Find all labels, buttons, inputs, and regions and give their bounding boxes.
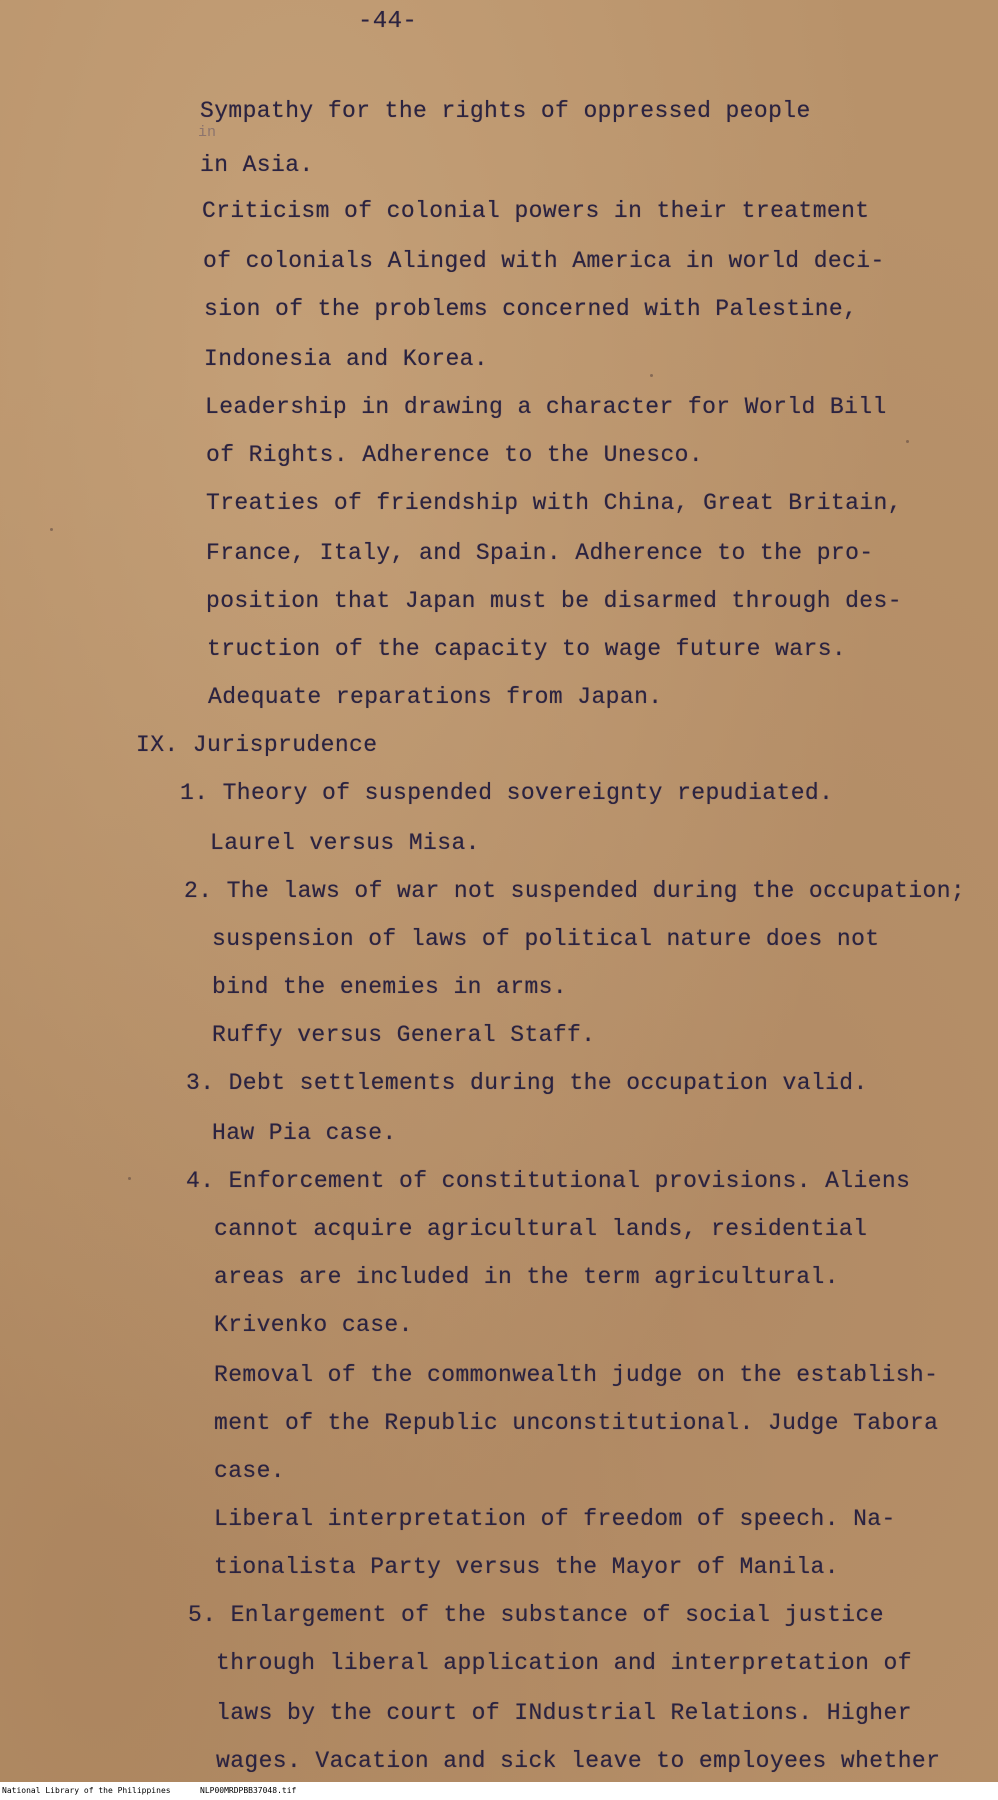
text-line: Laurel versus Misa. [210, 830, 480, 856]
text-line: position that Japan must be disarmed through des- [206, 588, 902, 614]
section-heading: IX. Jurisprudence [136, 732, 378, 758]
text-line: Liberal interpretation of freedom of speech. Na- [214, 1506, 896, 1532]
list-item: 3. Debt settlements during the occupation valid. [186, 1070, 868, 1096]
text-line: sion of the problems concerned with Palestine, [204, 296, 858, 322]
text-line: Removal of the commonwealth judge on the establish- [214, 1362, 939, 1388]
text-line: tionalista Party versus the Mayor of Manila. [214, 1554, 839, 1580]
text-line: of Rights. Adherence to the Unesco. [206, 442, 704, 468]
footer-file-id: NLP00MRDPBB37048.tif [200, 1786, 297, 1795]
text-line: case. [214, 1458, 286, 1484]
page-number: -44- [358, 8, 418, 35]
footer-library: National Library of the Philippines [2, 1786, 171, 1795]
text-line: Ruffy versus General Staff. [212, 1022, 596, 1048]
text-line: truction of the capacity to wage future wars. [207, 636, 847, 662]
text-line: through liberal application and interpretation of [216, 1650, 912, 1676]
text-line: in Asia. [200, 152, 314, 178]
text-line: Haw Pia case. [212, 1120, 397, 1146]
interlinear-mark: in [198, 124, 217, 141]
list-item: 1. Theory of suspended sovereignty repudiated. [180, 780, 834, 806]
text-line: wages. Vacation and sick leave to employees whether [216, 1748, 941, 1774]
list-item: 5. Enlargement of the substance of social justice [188, 1602, 884, 1628]
paper-speck [128, 1177, 131, 1180]
text-line: Indonesia and Korea. [204, 346, 489, 372]
list-item: 2. The laws of war not suspended during the occupation; [184, 878, 966, 904]
text-line: Leadership in drawing a character for World Bill [205, 394, 887, 420]
text-line: Adequate reparations from Japan. [208, 684, 663, 710]
paper-speck [50, 528, 53, 531]
text-line: laws by the court of INdustrial Relations. Higher [216, 1700, 912, 1726]
text-line: Criticism of colonial powers in their treatment [202, 198, 870, 224]
paper-speck [906, 440, 909, 443]
text-line: Treaties of friendship with China, Great Britain, [206, 490, 902, 516]
text-line: Sympathy for the rights of oppressed people [200, 98, 811, 124]
text-line: bind the enemies in arms. [212, 974, 568, 1000]
list-item: 4. Enforcement of constitutional provisions. Aliens [186, 1168, 911, 1194]
text-line: of colonials Alinged with America in world deci- [203, 248, 885, 274]
scan-footer [0, 1782, 998, 1800]
text-line: France, Italy, and Spain. Adherence to the pro- [206, 540, 874, 566]
text-line: cannot acquire agricultural lands, residential [214, 1216, 868, 1242]
text-line: ment of the Republic unconstitutional. Judge Tabora [214, 1410, 939, 1436]
text-line: Krivenko case. [214, 1312, 413, 1338]
paper-speck [650, 374, 653, 377]
text-line: areas are included in the term agricultural. [214, 1264, 839, 1290]
text-line: suspension of laws of political nature does not [212, 926, 880, 952]
